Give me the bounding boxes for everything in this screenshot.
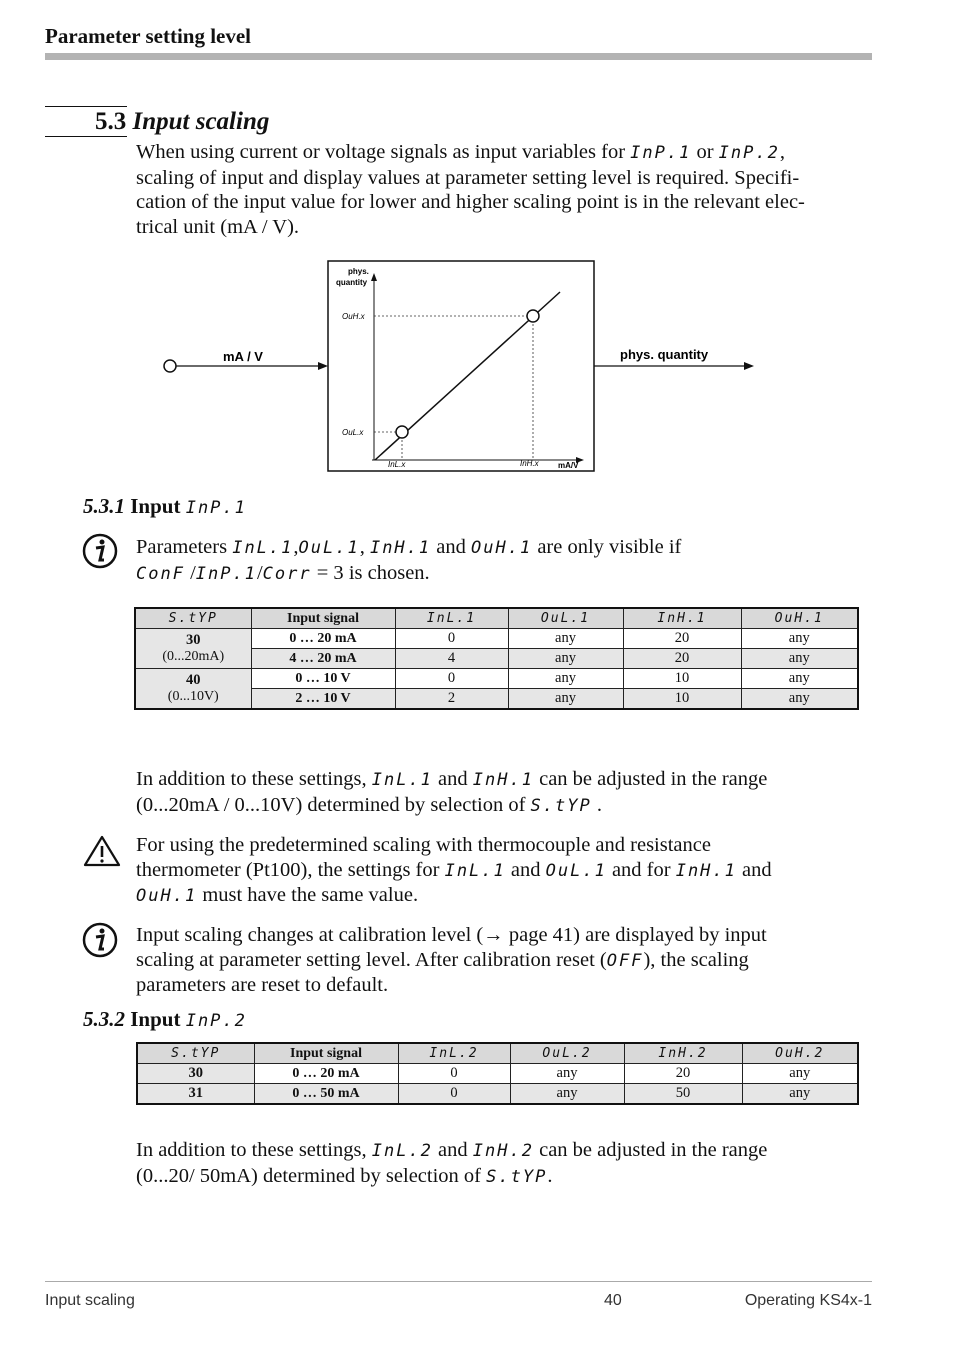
code-inh1: InH.1 [369,538,432,558]
subsection-532-heading [83,1007,247,1032]
addl-and: and [438,768,468,790]
adjust-range-note-1 [136,767,876,818]
input-label: mA / V [223,349,263,364]
table-row [137,1084,858,1105]
col-header: Input signal [254,1043,398,1064]
info-text-b: ), the scaling [643,948,749,971]
col-header: S.tYP [137,1043,254,1064]
inh-cell: 50 [624,1084,742,1105]
warn-andfor: and for [611,858,671,881]
footer-rule [45,1281,872,1282]
addl-text: In addition to these settings, [136,768,367,790]
note-eq: = 3 [316,561,344,584]
inl-cell: 0 [398,1064,510,1084]
inh-label: InH.x [520,459,539,468]
footer-doc-title: Operating KS4x-1 [744,1292,872,1309]
ouh-label: OuH.x [342,312,365,321]
inl-label: InL.x [388,460,406,469]
ouh-cell: any [742,1084,858,1105]
code-ouh1: OuH.1 [136,886,198,906]
oul-cell: any [508,669,623,689]
table-header-row [137,1043,858,1064]
info-line1: Input scaling changes at calibration level (→ page 41) are displayed by input [136,924,767,946]
footer-section: Input scaling [45,1292,135,1309]
group-range: (0...10V) [167,689,219,704]
inh-cell: 20 [623,649,741,669]
intro-comma: , [779,141,785,163]
inh-cell: 20 [624,1064,742,1084]
addl-text-b: can be adjusted in the range [539,768,768,790]
intro-line2: scaling of input and display values at parameter setting level is required. Specifi- [136,166,800,189]
calibration-note [136,923,876,998]
addl-end: . [596,793,602,816]
warn-and2: and [742,858,772,881]
diagram-box [328,261,594,471]
col-header: Input signal [251,608,395,629]
oul-cell: any [510,1084,624,1105]
inl-cell: 0 [395,629,508,649]
intro-or: or [696,141,714,163]
section-rule-top [45,106,127,107]
thermocouple-warning [136,833,876,909]
signal-cell: 0 … 20 mA [251,629,395,649]
inp1-table [134,607,859,710]
subsection-title: Input [130,494,181,518]
inl-cell: 2 [395,689,508,710]
subsection-number: 5.3.1 [83,494,125,518]
code-inh1: InH.1 [472,770,534,790]
input-terminal [164,360,176,372]
inh-cell: 10 [623,669,741,689]
section-number: 5.3 [95,108,127,135]
group-code: 30 [186,632,201,648]
section-rule-bottom [45,136,127,137]
inl-cell: 0 [398,1084,510,1105]
addl-line2: (0...20mA / 0...10V) determined by selection of [136,793,526,816]
group-cell [135,669,251,710]
code-oul1: OuL.1 [545,860,607,881]
col-header: InL.2 [398,1043,510,1064]
subsection-code: InP.1 [185,498,247,518]
signal-cell: 0 … 10 V [251,669,395,689]
intro-line3: cation of the input value for lower and higher scaling point is in the relevant elec- [136,191,805,213]
ouh-cell: any [741,689,858,710]
warn-text-b: must have the same value. [202,884,419,906]
inh-cell: 20 [623,629,741,649]
intro-text: When using current or voltage signals as input variables for [136,141,626,163]
note-text-c: is chosen. [348,561,430,584]
section-title [95,108,269,136]
y-axis-label-1: phys. [348,267,369,276]
warn-and: and [510,858,541,881]
addl-text: In addition to these settings, [136,1139,367,1161]
code-inh2: InH.2 [472,1141,534,1161]
inp2-table [136,1042,859,1105]
addl-text-b: can be adjusted in the range [539,1139,768,1161]
oul-cell: any [508,649,623,669]
info-icon [81,532,119,570]
code-oul1: OuL.1 [298,538,360,558]
subsection-code: InP.2 [185,1011,247,1031]
code-styp: S.tYP [530,795,592,816]
oul-label: OuL.x [342,428,364,437]
intro-paragraph [136,140,876,239]
scaling-diagram [150,255,770,480]
note-text: Parameters [136,536,228,558]
code-inl2: InL.2 [371,1141,433,1161]
output-label: phys. quantity [620,347,709,362]
x-axis-label: mA/V [558,461,579,470]
ouh-cell: any [742,1064,858,1084]
addl-and: and [438,1139,468,1161]
col-header: OuH.2 [742,1043,858,1064]
info-text: scaling at parameter setting level. After calibration reset ( [136,948,607,971]
signal-cell: 4 … 20 mA [251,649,395,669]
input-arrow [318,362,328,370]
subsection-title: Input [130,1007,181,1031]
section-title-text: Input scaling [132,108,270,135]
warning-icon [82,834,122,868]
col-header: OuH.1 [741,608,858,629]
signal-cell: 0 … 20 mA [254,1064,398,1084]
col-header: OuL.2 [510,1043,624,1064]
table-row [137,1064,858,1084]
info-icon [81,921,119,959]
inl-cell: 4 [395,649,508,669]
oul-cell: any [508,689,623,710]
code-inl1: InL.1 [232,538,294,558]
code-inp1: InP.1 [630,143,692,163]
oul-cell: any [508,629,623,649]
group-range: (0...20mA) [162,649,225,664]
oul-cell: any [510,1064,624,1084]
code-inl1: InL.1 [371,770,433,790]
table-row [135,669,858,689]
ouh-cell: any [741,629,858,649]
group-code: 40 [186,672,201,688]
col-header: InL.1 [395,608,508,629]
signal-cell: 0 … 50 mA [254,1084,398,1105]
ouh-cell: any [741,669,858,689]
subsection-number: 5.3.2 [83,1007,125,1031]
code-ouh1: OuH.1 [471,538,533,558]
code-inp1-path: InP.1 [195,563,257,584]
code-inh1: InH.1 [675,860,737,881]
col-header: InH.2 [624,1043,742,1064]
inh-cell: 10 [623,689,741,710]
y-axis-label-2: quantity [336,278,368,287]
note-text-b: are only visible if [537,536,682,558]
subsection-531-heading [83,494,247,519]
ouh-cell: any [741,649,858,669]
table-row [135,629,858,649]
addl-line2: (0...20/ 50mA) determined by selection of [136,1164,481,1187]
info-line3: parameters are reset to default. [136,974,389,996]
warn-text: thermometer (Pt100), the settings for [136,858,440,881]
signal-cell: 2 … 10 V [251,689,395,710]
inl-cell: 0 [395,669,508,689]
low-point [396,426,408,438]
code-cell: 31 [137,1084,254,1105]
code-off: OFF [606,950,644,971]
col-header: InH.1 [623,608,741,629]
visibility-note: Parameters InL.1,OuL.1, InH.1 and OuH.1 are only visible if ConF /InP.1/Corr = 3 is chosen. [136,536,682,584]
group-cell [135,629,251,669]
adjust-range-note-2 [136,1138,876,1189]
code-styp: S.tYP [486,1166,548,1187]
code-cell: 30 [137,1064,254,1084]
addl-end: . [547,1164,553,1187]
output-arrow [744,362,754,370]
col-header: OuL.1 [508,608,623,629]
note-and: and [436,536,466,558]
header-bar [45,53,872,60]
code-corr: Corr [262,563,312,584]
footer-page-number: 40 [604,1292,622,1309]
code-inl1: InL.1 [444,860,506,881]
col-header: S.tYP [135,608,251,629]
intro-line4: trical unit (mA / V). [136,215,300,238]
high-point [527,310,539,322]
page-header-title: Parameter setting level [45,24,252,48]
code-conf: ConF [136,563,185,584]
code-inp2: InP.2 [718,143,780,163]
table-header-row [135,608,858,629]
warn-line1: For using the predetermined scaling with thermocouple and resistance [136,834,711,856]
